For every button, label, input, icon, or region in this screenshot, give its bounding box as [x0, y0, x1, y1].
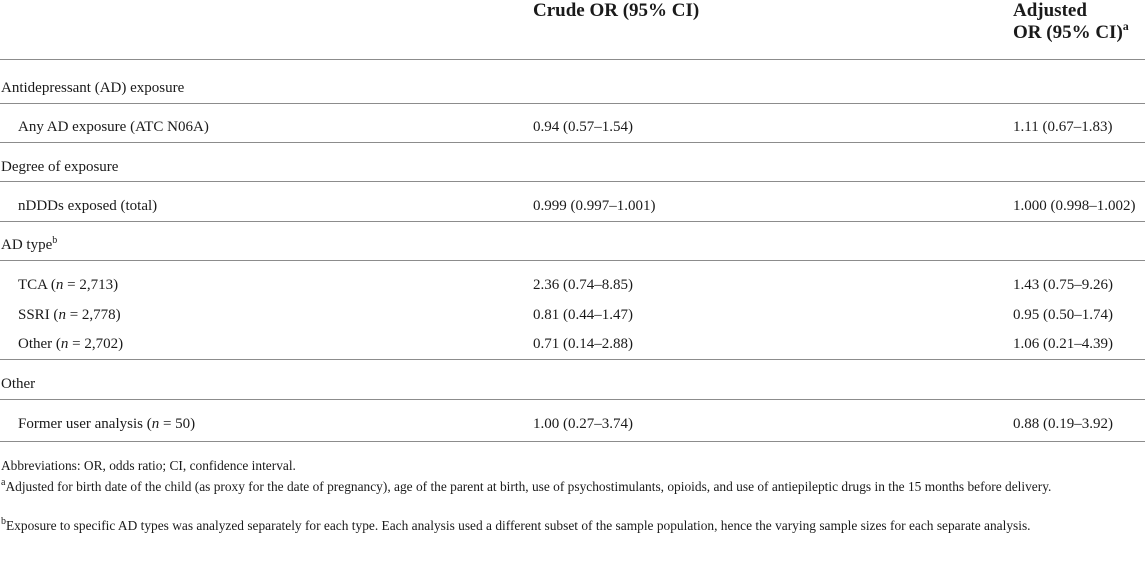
- section-rule: [0, 359, 1145, 360]
- adjusted-or-value: 0.88 (0.19–3.92): [1013, 416, 1113, 432]
- footnote-marker-a: a: [1122, 19, 1129, 33]
- row-label: Any AD exposure (ATC N06A): [18, 119, 209, 135]
- row-label: TCA (n = 2,713): [18, 277, 119, 293]
- section-rule: [0, 221, 1145, 222]
- header-adjusted-line2: OR (95% CI)$^a$: [1013, 19, 1129, 43]
- crude-or-value: 0.999 (0.997–1.001): [533, 198, 656, 214]
- footnote-marker-b: b: [52, 235, 58, 246]
- section-rule: [0, 181, 1145, 182]
- section-rule: [0, 142, 1145, 143]
- footnote-abbreviations: Abbreviations: OR, odds ratio; CI, confidence interval.: [1, 458, 296, 473]
- header-rule: [0, 59, 1145, 60]
- crude-or-value: 0.94 (0.57–1.54): [533, 119, 633, 135]
- footnote-a: $^a$Adjusted for birth date of the child (as proxy for the date of pregnancy), age of the parent at birth, use of psychostimulants, opioids, and use of antiepileptic drugs in the 15 months before delivery.: [1, 477, 1052, 494]
- adjusted-or-value: 1.000 (0.998–1.002): [1013, 198, 1136, 214]
- adjusted-or-value: 1.06 (0.21–4.39): [1013, 336, 1113, 352]
- adjusted-or-value: 0.95 (0.50–1.74): [1013, 307, 1113, 323]
- adjusted-or-value: 1.11 (0.67–1.83): [1013, 119, 1113, 135]
- crude-or-value: 0.81 (0.44–1.47): [533, 307, 633, 323]
- header-crude-or: Crude OR (95% CI): [533, 0, 700, 21]
- crude-or-value: 1.00 (0.27–3.74): [533, 416, 633, 432]
- crude-or-value: 0.71 (0.14–2.88): [533, 336, 633, 352]
- row-label: nDDDs exposed (total): [18, 198, 158, 214]
- table-bottom-rule: [0, 441, 1145, 442]
- crude-or-value: 2.36 (0.74–8.85): [533, 277, 633, 293]
- row-label: Former user analysis (n = 50): [18, 416, 196, 432]
- results-table: Crude OR (95% CI) Adjusted OR (95% CI)$^a$ Antidepressant (AD) exposure Any AD exposure (ATC N06A) 0.94 (0.57–1.54) 1.11 (0.67–1.83) Degree of exposure nDDDs exposed (total) 0.999 (0.997–1.001) 1.000 (0.998–1.002) AD type$^b$ TCA (n = 2,713) 2.36 (0.74–8.85) 1.43 (0.75–9.26) SSRI (n = 2,778) 0.81 (0.44–1.47) 0.95 (0.50–1.74) Other (n = 2,702) 0.71 (0.14–2.88) 1.06 (0.21–4.39) Other Former user analysis (n = 50) 1.00 (0.27–3.74) 0.88 (0.19–3.92) Abbreviations: OR, odds ratio; CI, confidence interval. $^a$Adjusted for birth date of the child (as proxy for the date of pregnancy), age of the parent at birth, use of psychostimulants, opioids, and use of antiepileptic drugs in the 15 months before delivery. $^b$Exposure to specific AD types was analyzed separately for each type. Each analysis used a different subset of the sample population, hence the varying sample sizes for each separate analysis.: [0, 0, 1145, 561]
- header-adjusted-line1: Adjusted: [1013, 0, 1087, 21]
- section-rule: [0, 260, 1145, 261]
- section-rule: [0, 399, 1145, 400]
- row-label: SSRI (n = 2,778): [18, 307, 121, 323]
- footnote-b: $^b$Exposure to specific AD types was analyzed separately for each type. Each analysis used a different subset of the sample population, hence the varying sample sizes for each separate analysis.: [1, 516, 1031, 533]
- row-label: Other (n = 2,702): [18, 336, 124, 352]
- section-rule: [0, 103, 1145, 104]
- adjusted-or-value: 1.43 (0.75–9.26): [1013, 277, 1113, 293]
